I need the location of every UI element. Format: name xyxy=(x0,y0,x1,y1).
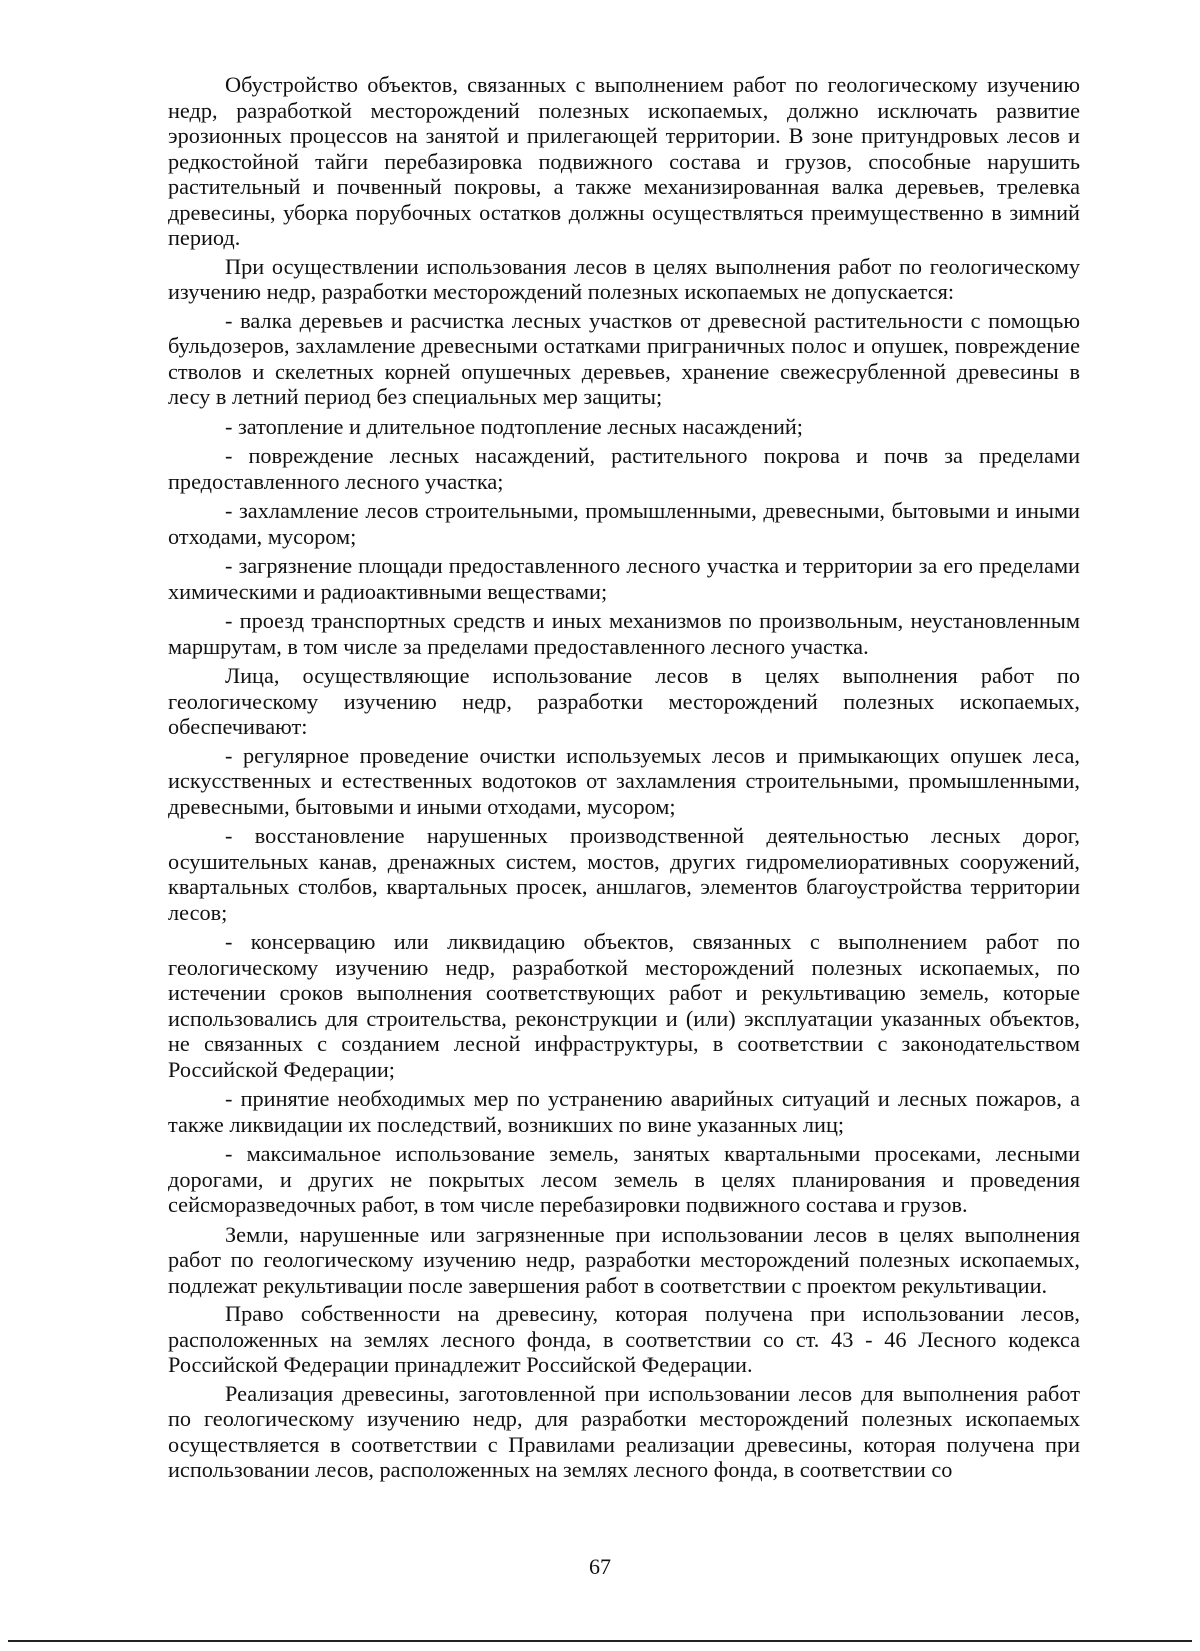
list-item: - повреждение лесных насаждений, растительного покрова и почв за пределами предоставленного лесного участка; xyxy=(168,443,1080,494)
bottom-divider xyxy=(8,1640,1192,1642)
paragraph: Лица, осуществляющие использование лесов в целях выполнения работ по геологическому изучению недр, разработки месторождений полезных ископаемых, обеспечивают: xyxy=(168,663,1080,739)
paragraph: Право собственности на древесину, которая получена при использовании лесов, расположенных на землях лесного фонда, в соответствии со ст. 43 - 46 Лесного кодекса Российской Федерации принадлежит Российской Федерации. xyxy=(168,1301,1080,1377)
paragraph: Реализация древесины, заготовленной при использовании лесов для выполнения работ по геологическому изучению недр, для разработки месторождений полезных ископаемых осуществляется в соответствии с Правилами реализации древесины, которая получена при использовании лесов, расположенных на землях лесного фонда, в соответствии со xyxy=(168,1380,1080,1482)
paragraph: Земли, нарушенные или загрязненные при использовании лесов в целях выполнения работ по геологическому изучению недр, разработки месторождений полезных ископаемых, подлежат рекультивации после завершения работ в соответствии с проектом рекультивации. xyxy=(168,1221,1080,1298)
list-item: - максимальное использование земель, занятых квартальными просеками, лесными дорогами, и других не покрытых лесом земель в целях планирования и проведения сейсморазведочных работ, в том числе перебазировки подвижного состава и грузов. xyxy=(168,1141,1080,1217)
list-item: - валка деревьев и расчистка лесных участков от древесной растительности с помощью бульдозеров, захламление древесными остатками приграничных полос и опушек, повреждение стволов и скелетных корней опушечных деревьев, хранение свежесрубленной древесины в лесу в летний период без специальных мер защиты; xyxy=(168,307,1080,409)
list-item: - затопление и длительное подтопление лесных насаждений; xyxy=(225,413,803,439)
paragraph: Обустройство объектов, связанных с выполнением работ по геологическому изучению недр, разработкой месторождений полезных ископаемых, должно исключать развитие эрозионных процессов на занятой и прилегающей территории. В зоне притундровых лесов и редкостойной тайги перебазировка подвижного состава и грузов, способные нарушить растительный и почвенный покровы, а также механизированная валка деревьев, трелевка древесины, уборка порубочных остатков должны осуществляться преимущественно в зимний период. xyxy=(168,72,1080,250)
list-item: - принятие необходимых мер по устранению аварийных ситуаций и лесных пожаров, а также ликвидации их последствий, возникших по вине указанных лиц; xyxy=(168,1086,1080,1137)
list-item: - захламление лесов строительными, промышленными, древесными, бытовыми и иными отходами, мусором; xyxy=(168,498,1080,549)
document-body xyxy=(168,72,1080,1486)
paragraph: При осуществлении использования лесов в целях выполнения работ по геологическому изучению недр, разработки месторождений полезных ископаемых не допускается: xyxy=(168,253,1080,304)
list-item: - загрязнение площади предоставленного лесного участка и территории за его пределами химическими и радиоактивными веществами; xyxy=(168,553,1080,604)
list-item: - регулярное проведение очистки используемых лесов и примыкающих опушек леса, искусственных и естественных водотоков от захламления строительными, промышленными, древесными, бытовыми и иными отходами, мусором; xyxy=(168,742,1080,819)
list-item: - проезд транспортных средств и иных механизмов по произвольным, неустановленным маршрутам, в том числе за пределами предоставленного лесного участка. xyxy=(168,608,1080,659)
list-item: - восстановление нарушенных производственной деятельностью лесных дорог, осушительных канав, дренажных систем, мостов, других гидромелиоративных сооружений, квартальных столбов, квартальных просек, аншлагов, элементов благоустройства территории лесов; xyxy=(168,823,1080,925)
page-number: 67 xyxy=(589,1554,611,1579)
list-item: - консервацию или ликвидацию объектов, связанных с выполнением работ по геологическому изучению недр, разработкой месторождений полезных ископаемых, по истечении сроков выполнения соответствующих работ и рекультивацию земель, которые использовались для строительства, реконструкции и (или) эксплуатации указанных объектов, не связанных с созданием лесной инфраструктуры, в соответствии с законодательством Российской Федерации; xyxy=(168,929,1080,1082)
